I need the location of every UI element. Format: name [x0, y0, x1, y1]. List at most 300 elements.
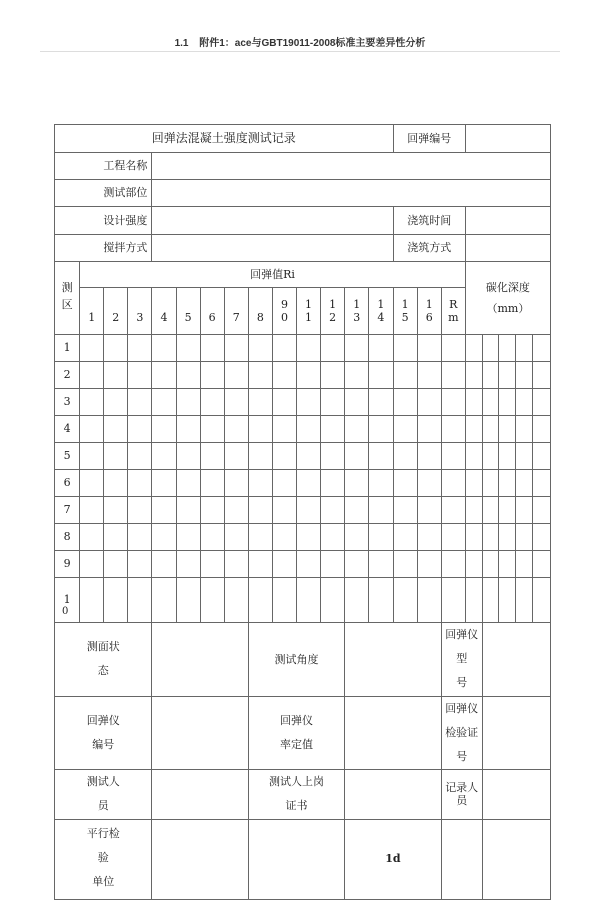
reading-cell[interactable]: [417, 578, 441, 623]
reading-cell[interactable]: [369, 335, 393, 362]
reading-cell[interactable]: [176, 524, 200, 551]
carbonation-cell[interactable]: [482, 416, 499, 443]
reading-cell[interactable]: [369, 578, 393, 623]
reading-cell[interactable]: [248, 524, 272, 551]
reading-cell[interactable]: [200, 470, 224, 497]
zone-number: 9: [55, 551, 80, 578]
reading-cell[interactable]: [152, 578, 176, 623]
reading-cell[interactable]: [441, 497, 465, 524]
test-location-field[interactable]: [152, 180, 551, 207]
reading-cell[interactable]: [128, 443, 152, 470]
reading-cell[interactable]: [224, 551, 248, 578]
mixing-method-field[interactable]: [152, 235, 393, 262]
reading-cell[interactable]: [321, 524, 345, 551]
rebound-no-field[interactable]: [465, 125, 550, 153]
carbonation-cell[interactable]: [465, 551, 482, 578]
carbonation-cell[interactable]: [532, 551, 550, 578]
reading-cell[interactable]: [272, 551, 296, 578]
reading-cell[interactable]: [80, 443, 104, 470]
carbonation-cell[interactable]: [532, 335, 550, 362]
parallel-unit-line3: 单位: [92, 874, 115, 888]
calibration-label: [248, 696, 344, 770]
reading-cell[interactable]: [272, 362, 296, 389]
column-label-bottom: 0: [280, 311, 288, 324]
carbonation-cell[interactable]: [499, 497, 516, 524]
reading-cell[interactable]: [152, 470, 176, 497]
reading-cell[interactable]: [224, 416, 248, 443]
reading-cell[interactable]: [176, 551, 200, 578]
carbonation-label: 碳化深度: [485, 280, 530, 294]
reading-cell[interactable]: [345, 470, 369, 497]
reading-cell[interactable]: [417, 524, 441, 551]
reading-column-4: [152, 288, 176, 335]
carbonation-cell[interactable]: [532, 470, 550, 497]
column-label-top: 1: [401, 297, 409, 311]
reading-cell[interactable]: [152, 551, 176, 578]
reading-cell[interactable]: [441, 470, 465, 497]
reading-cell[interactable]: [393, 551, 417, 578]
reading-cell[interactable]: [248, 497, 272, 524]
reading-cell[interactable]: [272, 443, 296, 470]
tester-cert-line2: 证书: [285, 799, 308, 813]
reading-column-1: [80, 288, 104, 335]
carbonation-cell[interactable]: [482, 335, 499, 362]
reading-cell[interactable]: [176, 362, 200, 389]
calibration-field[interactable]: [345, 696, 442, 770]
carbonation-cell[interactable]: [499, 362, 516, 389]
tester-cert-field[interactable]: [345, 770, 442, 819]
carbonation-cell[interactable]: [516, 416, 533, 443]
tester-cert-line1: 测试人上岗: [268, 775, 324, 789]
reading-cell[interactable]: [200, 335, 224, 362]
carbonation-cell[interactable]: [532, 524, 550, 551]
reading-cell[interactable]: [80, 389, 104, 416]
parallel-field-5[interactable]: [482, 819, 550, 899]
reading-cell[interactable]: [369, 524, 393, 551]
hammer-no-line2: 编号: [92, 737, 115, 751]
reading-column-3: [128, 288, 152, 335]
surface-state-line1: 测面状: [86, 640, 120, 654]
reading-cell[interactable]: [152, 335, 176, 362]
reading-cell[interactable]: [200, 416, 224, 443]
recorder-field[interactable]: [482, 770, 550, 819]
carbonation-cell[interactable]: [516, 389, 533, 416]
carbonation-cell[interactable]: [499, 416, 516, 443]
tester-cert-label: [248, 770, 344, 819]
reading-cell[interactable]: [224, 335, 248, 362]
reading-column-12: [345, 288, 369, 335]
reading-cell[interactable]: [441, 443, 465, 470]
surface-state-label: [55, 623, 152, 697]
reading-cell[interactable]: [441, 578, 465, 623]
reading-cell[interactable]: [80, 578, 104, 623]
reading-cell[interactable]: [321, 416, 345, 443]
carbonation-cell[interactable]: [516, 551, 533, 578]
carbonation-cell[interactable]: [532, 389, 550, 416]
reading-cell[interactable]: [369, 389, 393, 416]
reading-cell[interactable]: [152, 362, 176, 389]
reading-cell[interactable]: [345, 551, 369, 578]
reading-cell[interactable]: [176, 470, 200, 497]
reading-cell[interactable]: [176, 416, 200, 443]
reading-cell[interactable]: [104, 389, 128, 416]
column-label-bottom: 6: [208, 311, 216, 324]
carbonation-cell[interactable]: [516, 362, 533, 389]
column-label-bottom: 5: [184, 311, 192, 324]
project-name-field[interactable]: [152, 153, 551, 180]
reading-cell[interactable]: [200, 497, 224, 524]
column-label-bottom: 3: [136, 311, 144, 324]
reading-cell[interactable]: [393, 470, 417, 497]
reading-cell[interactable]: [369, 470, 393, 497]
measurement-row: [55, 416, 551, 443]
carbonation-cell[interactable]: [516, 524, 533, 551]
tester-field[interactable]: [152, 770, 248, 819]
pour-time-field[interactable]: [465, 207, 550, 235]
carbonation-cell[interactable]: [499, 389, 516, 416]
zone-number: 2: [55, 362, 80, 389]
carbonation-cell[interactable]: [482, 551, 499, 578]
reading-cell[interactable]: [248, 335, 272, 362]
reading-cell[interactable]: [176, 389, 200, 416]
reading-cell[interactable]: [104, 443, 128, 470]
reading-cell[interactable]: [224, 470, 248, 497]
reading-cell[interactable]: [321, 362, 345, 389]
zone-number: 7: [55, 497, 80, 524]
reading-cell[interactable]: [369, 416, 393, 443]
reading-cell[interactable]: [80, 551, 104, 578]
reading-column-13: [369, 288, 393, 335]
reading-cell[interactable]: [296, 497, 320, 524]
column-label-top: [177, 298, 200, 311]
carbonation-cell[interactable]: [482, 578, 499, 623]
carbonation-cell[interactable]: [532, 497, 550, 524]
reading-cell[interactable]: [104, 497, 128, 524]
test-angle-field[interactable]: [345, 623, 442, 697]
mixing-method-label: 搅拌方式: [55, 235, 152, 262]
reading-cell[interactable]: [152, 389, 176, 416]
reading-cell[interactable]: [224, 362, 248, 389]
reading-column-7: [224, 288, 248, 335]
reading-cell[interactable]: [248, 470, 272, 497]
reading-cell[interactable]: [393, 335, 417, 362]
hammer-no-field[interactable]: [152, 696, 248, 770]
zone-label-2: 区: [61, 298, 73, 311]
reading-cell[interactable]: [200, 362, 224, 389]
zone-number-10: 1: [55, 578, 80, 623]
reading-cell[interactable]: [441, 389, 465, 416]
reading-cell[interactable]: [152, 443, 176, 470]
reading-cell[interactable]: [104, 335, 128, 362]
cert-no-line1: 回弹仪: [445, 701, 479, 715]
carbonation-cell[interactable]: [482, 362, 499, 389]
reading-cell[interactable]: [152, 416, 176, 443]
reading-cell[interactable]: [296, 362, 320, 389]
carbonation-cell[interactable]: [532, 362, 550, 389]
hammer-no-label: [55, 696, 152, 770]
measurement-row: [55, 524, 551, 551]
reading-cell[interactable]: [224, 524, 248, 551]
reading-cell[interactable]: [369, 497, 393, 524]
reading-cell[interactable]: [200, 443, 224, 470]
reading-cell[interactable]: [248, 551, 272, 578]
reading-cell[interactable]: [80, 497, 104, 524]
reading-cell[interactable]: [321, 470, 345, 497]
parallel-field-4[interactable]: [441, 819, 482, 899]
reading-column-6: [200, 288, 224, 335]
reading-cell[interactable]: [345, 389, 369, 416]
reading-cell[interactable]: [321, 335, 345, 362]
reading-cell[interactable]: [393, 524, 417, 551]
reading-cell[interactable]: [296, 416, 320, 443]
reading-cell[interactable]: [417, 551, 441, 578]
reading-cell[interactable]: [128, 416, 152, 443]
reading-cell[interactable]: [417, 335, 441, 362]
carbonation-cell[interactable]: [516, 470, 533, 497]
parallel-field-1[interactable]: [152, 819, 248, 899]
reading-cell[interactable]: [176, 335, 200, 362]
reading-cell[interactable]: [321, 551, 345, 578]
project-name-label: 工程名称: [55, 153, 152, 180]
column-label-bottom: 1: [305, 311, 313, 324]
reading-cell[interactable]: [296, 551, 320, 578]
reading-cell[interactable]: [393, 497, 417, 524]
reading-cell[interactable]: [248, 416, 272, 443]
reading-cell[interactable]: [393, 389, 417, 416]
carbonation-cell[interactable]: [465, 497, 482, 524]
parallel-field-2[interactable]: [248, 819, 344, 899]
reading-cell[interactable]: [417, 443, 441, 470]
reading-column-2: [104, 288, 128, 335]
reading-cell[interactable]: [224, 389, 248, 416]
column-label-top: [225, 298, 248, 311]
carbonation-cell[interactable]: [499, 335, 516, 362]
reading-cell[interactable]: [128, 335, 152, 362]
reading-cell[interactable]: [104, 470, 128, 497]
reading-cell[interactable]: [104, 551, 128, 578]
parallel-unit-line1: 平行检: [86, 826, 120, 840]
reading-cell[interactable]: [152, 524, 176, 551]
column-label-top: 9: [280, 297, 288, 311]
reading-cell[interactable]: [345, 578, 369, 623]
column-label-top: [201, 298, 224, 311]
reading-cell[interactable]: [393, 578, 417, 623]
carbonation-cell[interactable]: [532, 443, 550, 470]
reading-cell[interactable]: [321, 389, 345, 416]
reading-cell[interactable]: [128, 578, 152, 623]
reading-cell[interactable]: [80, 416, 104, 443]
reading-cell[interactable]: [441, 551, 465, 578]
carbonation-cell[interactable]: [465, 524, 482, 551]
test-angle-label: 测试角度: [248, 623, 344, 697]
surface-state-line2: 态: [97, 664, 109, 678]
carbonation-cell[interactable]: [516, 578, 533, 623]
reading-cell[interactable]: [248, 389, 272, 416]
carbonation-header: [465, 262, 550, 335]
reading-cell[interactable]: [417, 389, 441, 416]
reading-cell[interactable]: [441, 416, 465, 443]
reading-cell[interactable]: [272, 335, 296, 362]
reading-cell[interactable]: [296, 443, 320, 470]
reading-cell[interactable]: [248, 362, 272, 389]
reading-cell[interactable]: [272, 416, 296, 443]
reading-cell[interactable]: [296, 470, 320, 497]
reading-cell[interactable]: [248, 443, 272, 470]
reading-cell[interactable]: [128, 497, 152, 524]
tester-line1: 测试人: [86, 775, 120, 789]
carbonation-cell[interactable]: [482, 443, 499, 470]
reading-cell[interactable]: [272, 497, 296, 524]
design-strength-label: 设计强度: [55, 207, 152, 235]
column-label-bottom: 6: [425, 311, 433, 324]
reading-cell[interactable]: [441, 362, 465, 389]
reading-cell[interactable]: [200, 578, 224, 623]
zone-number: 3: [55, 389, 80, 416]
column-label-bottom: 7: [232, 311, 240, 324]
reading-cell[interactable]: [200, 389, 224, 416]
reading-cell[interactable]: [345, 524, 369, 551]
reading-cell[interactable]: [128, 551, 152, 578]
reading-cell[interactable]: [272, 524, 296, 551]
zone-number: 5: [55, 443, 80, 470]
carbonation-cell[interactable]: [499, 470, 516, 497]
carbonation-cell[interactable]: [482, 470, 499, 497]
reading-cell[interactable]: [176, 443, 200, 470]
column-label-top: 1: [329, 297, 337, 311]
reading-cell[interactable]: [417, 470, 441, 497]
carbonation-cell[interactable]: [532, 578, 550, 623]
reading-cell[interactable]: [321, 578, 345, 623]
reading-cell[interactable]: [152, 497, 176, 524]
reading-cell[interactable]: [224, 497, 248, 524]
measurement-row: [55, 497, 551, 524]
reading-column-8: [248, 288, 272, 335]
measurement-row: [55, 443, 551, 470]
carbonation-cell[interactable]: [482, 389, 499, 416]
reading-cell[interactable]: [321, 443, 345, 470]
reading-cell[interactable]: [80, 470, 104, 497]
reading-cell[interactable]: [393, 416, 417, 443]
column-label-bottom: 4: [377, 311, 385, 324]
carbonation-cell[interactable]: [465, 470, 482, 497]
reading-cell[interactable]: [345, 335, 369, 362]
carbonation-cell[interactable]: [499, 551, 516, 578]
carbonation-cell[interactable]: [499, 443, 516, 470]
measurement-row: [55, 470, 551, 497]
parallel-unit-label: [55, 819, 152, 899]
carbonation-cell[interactable]: [499, 524, 516, 551]
carbonation-cell[interactable]: [516, 443, 533, 470]
carbonation-cell[interactable]: [465, 443, 482, 470]
reading-cell[interactable]: [80, 335, 104, 362]
reading-cell[interactable]: [104, 524, 128, 551]
section-number: 1.1: [174, 38, 189, 49]
carbonation-cell[interactable]: [516, 335, 533, 362]
reading-cell[interactable]: [417, 362, 441, 389]
carbonation-cell[interactable]: [516, 497, 533, 524]
reading-cell[interactable]: [176, 578, 200, 623]
column-label-bottom: 8: [256, 311, 264, 324]
reading-cell[interactable]: [128, 389, 152, 416]
zone-label-1: 测: [61, 280, 73, 294]
reading-cell[interactable]: [296, 335, 320, 362]
reading-cell[interactable]: [224, 578, 248, 623]
reading-cell[interactable]: [272, 578, 296, 623]
reading-cell[interactable]: [441, 524, 465, 551]
carbonation-cell[interactable]: [465, 416, 482, 443]
column-label-top: [249, 298, 272, 311]
cert-no-field[interactable]: [482, 696, 550, 770]
reading-cell[interactable]: [80, 524, 104, 551]
column-label-bottom: 5: [401, 311, 409, 324]
reading-cell[interactable]: [369, 362, 393, 389]
carbonation-cell[interactable]: [499, 578, 516, 623]
measurement-row: [55, 335, 551, 362]
reading-cell[interactable]: [272, 389, 296, 416]
reading-cell[interactable]: [345, 416, 369, 443]
reading-cell[interactable]: [417, 497, 441, 524]
column-label-bottom: 3: [353, 311, 361, 324]
reading-cell[interactable]: [345, 362, 369, 389]
reading-cell[interactable]: [248, 578, 272, 623]
reading-cell[interactable]: [80, 362, 104, 389]
carbonation-cell[interactable]: [465, 362, 482, 389]
reading-cell[interactable]: [296, 524, 320, 551]
carbonation-cell[interactable]: [482, 524, 499, 551]
reading-cell[interactable]: [393, 362, 417, 389]
measurement-row: [55, 551, 551, 578]
design-strength-field[interactable]: [152, 207, 393, 235]
carbonation-cell[interactable]: [532, 416, 550, 443]
reading-cell[interactable]: [272, 470, 296, 497]
reading-cell[interactable]: [296, 389, 320, 416]
reading-cell[interactable]: [393, 443, 417, 470]
reading-cell[interactable]: [104, 362, 128, 389]
column-label-bottom: m: [448, 311, 459, 324]
zone-number: 4: [55, 416, 80, 443]
pour-method-field[interactable]: [465, 235, 550, 262]
header-rule: [40, 51, 560, 52]
surface-state-field[interactable]: [152, 623, 248, 697]
reading-cell[interactable]: [104, 578, 128, 623]
carbonation-cell[interactable]: [465, 389, 482, 416]
reading-cell[interactable]: [441, 335, 465, 362]
reading-cell[interactable]: [200, 524, 224, 551]
reading-cell[interactable]: [417, 416, 441, 443]
column-label-bottom: 2: [329, 311, 337, 324]
reading-cell[interactable]: [321, 497, 345, 524]
reading-cell[interactable]: [369, 443, 393, 470]
reading-cell[interactable]: [128, 362, 152, 389]
reading-cell[interactable]: [345, 443, 369, 470]
reading-cell[interactable]: [200, 551, 224, 578]
reading-cell[interactable]: [369, 551, 393, 578]
carbonation-cell[interactable]: [465, 335, 482, 362]
reading-cell[interactable]: [345, 497, 369, 524]
hammer-model-field[interactable]: [482, 623, 550, 697]
reading-cell[interactable]: [224, 443, 248, 470]
reading-cell[interactable]: [296, 578, 320, 623]
parallel-field-3[interactable]: 1d: [345, 819, 442, 899]
reading-cell[interactable]: [128, 524, 152, 551]
reading-cell[interactable]: [176, 497, 200, 524]
column-label-top: 1: [425, 297, 433, 311]
zone-header: [55, 262, 80, 335]
carbonation-cell[interactable]: [465, 578, 482, 623]
reading-cell[interactable]: [128, 470, 152, 497]
reading-cell[interactable]: [104, 416, 128, 443]
carbonation-cell[interactable]: [482, 497, 499, 524]
